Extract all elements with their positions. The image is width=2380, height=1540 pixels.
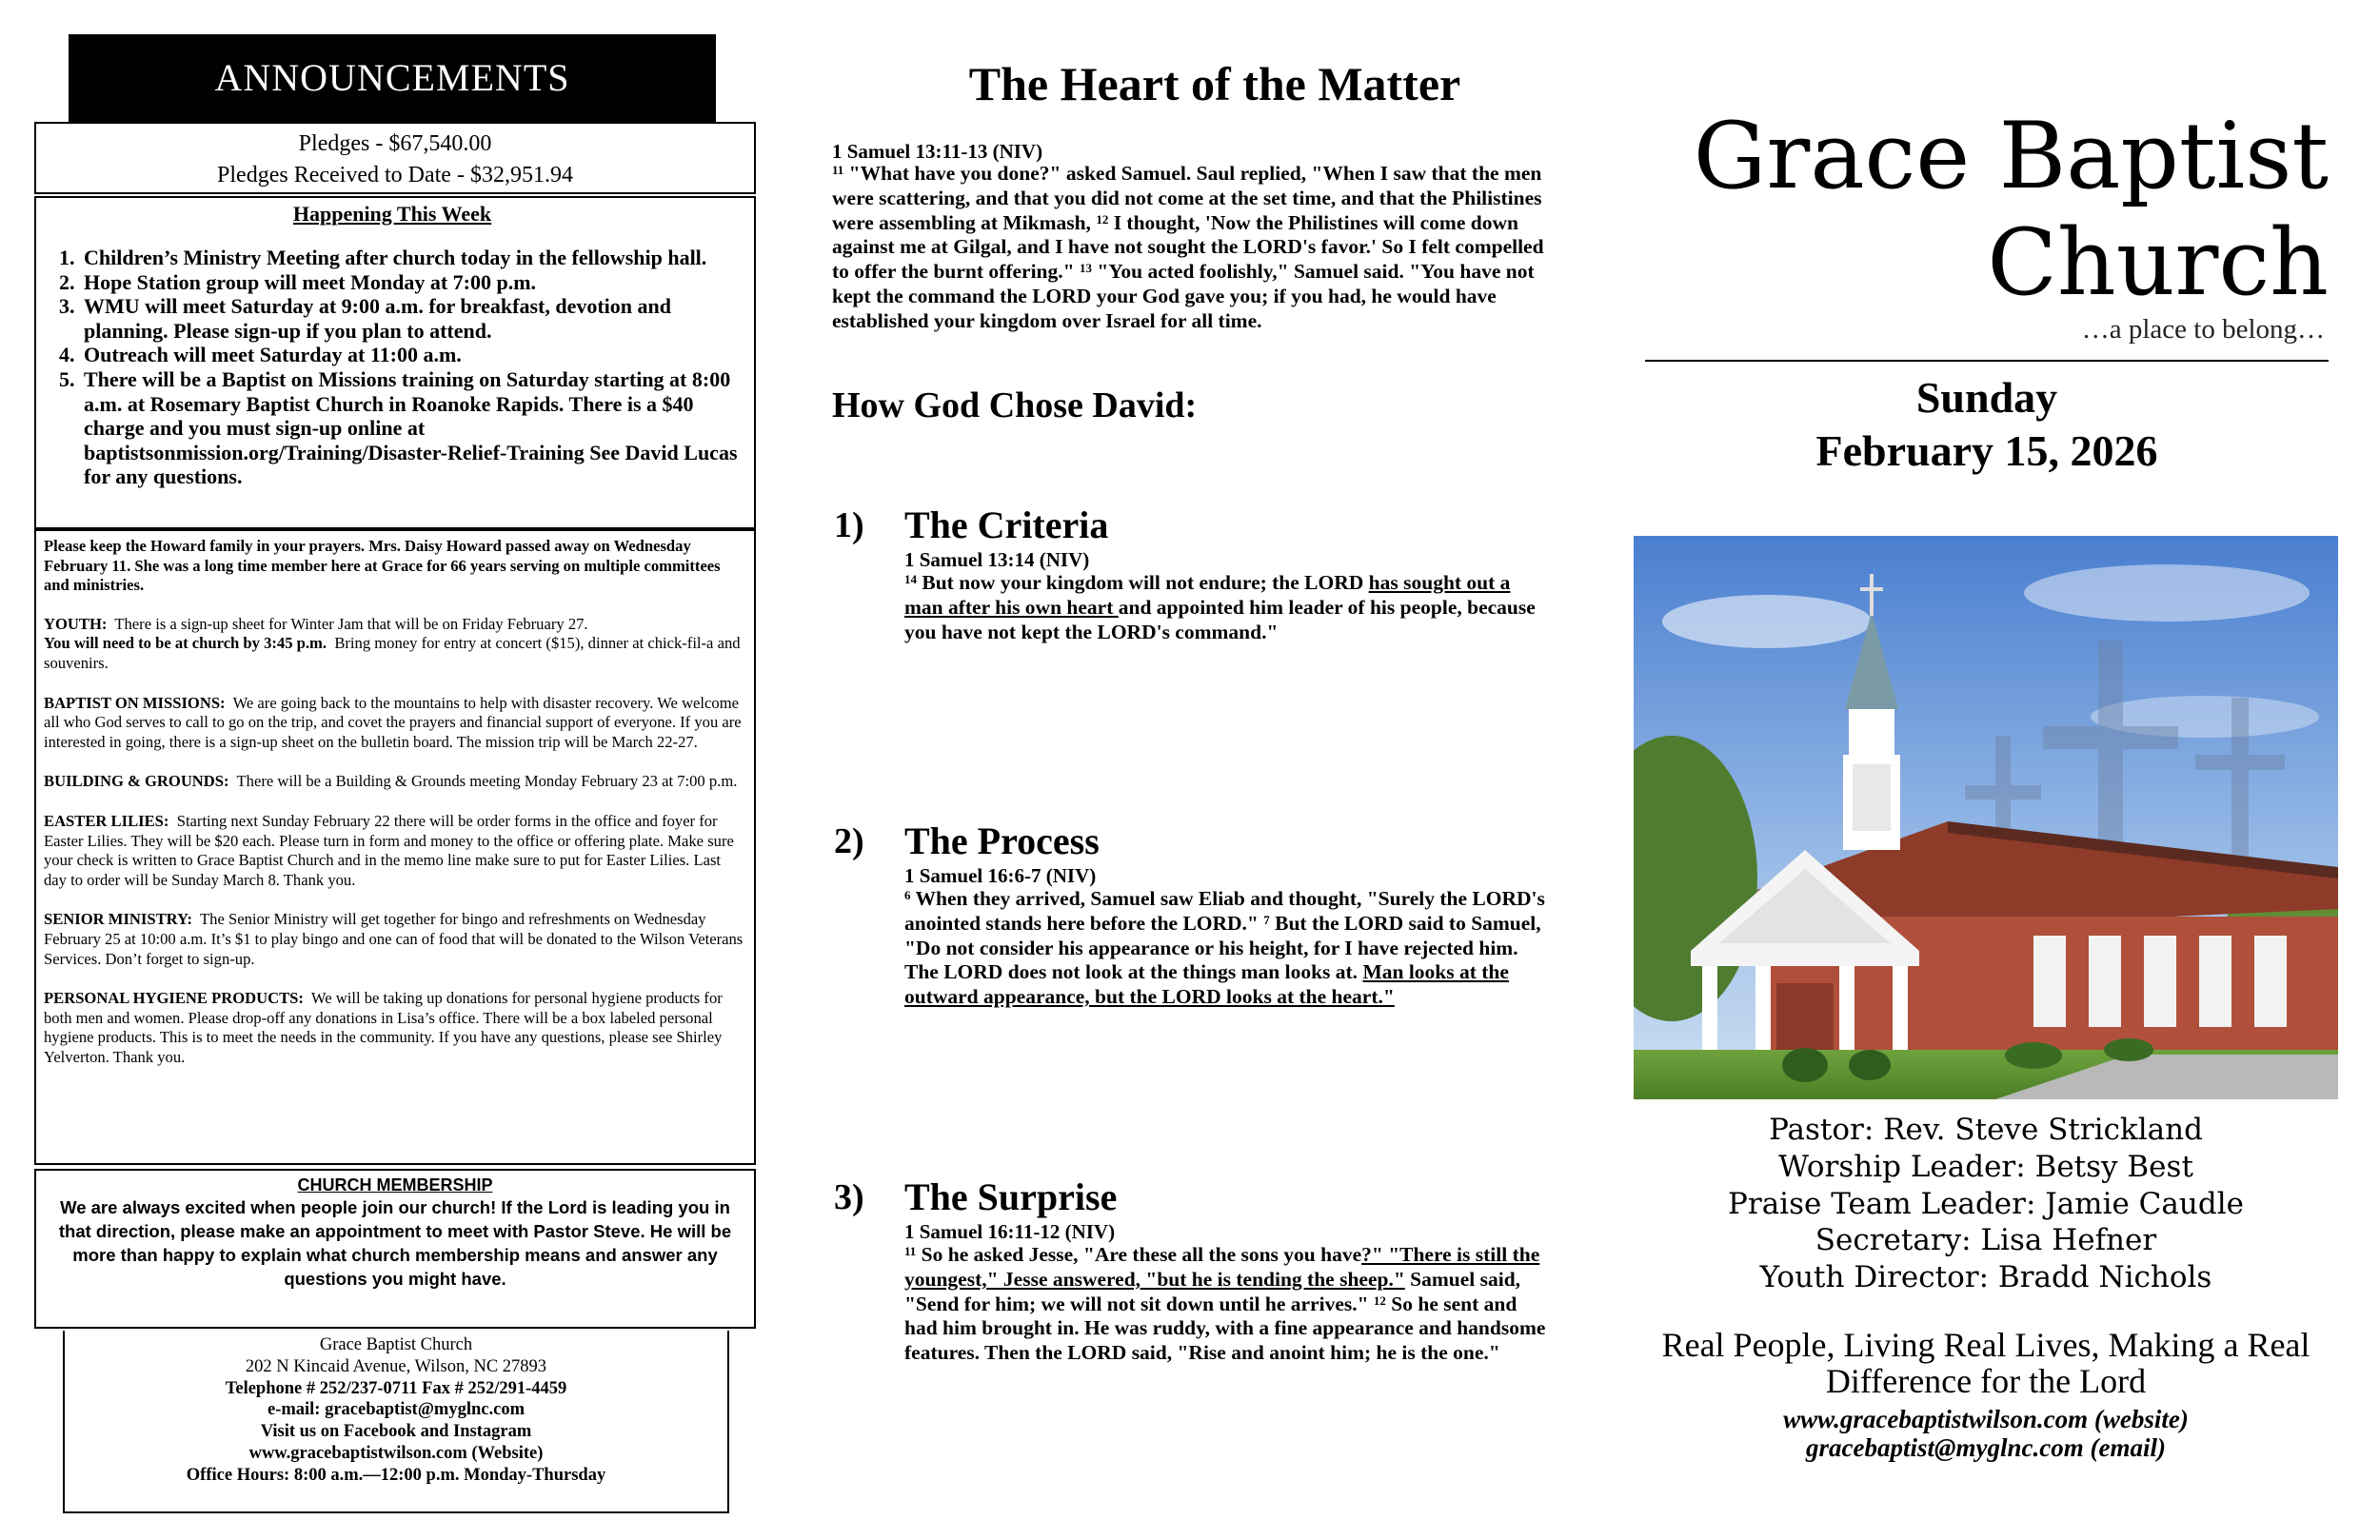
point-title: The Process — [904, 819, 1100, 862]
note-easter-lilies: EASTER LILIES: Starting next Sunday February 22 there will be order forms in the office and foyer for Easter Lilies. They will be $20 each. Please turn in form and money to the office or offering plate. Make sure your check is written to Grace Baptist Church and in the memo line make sure to put for Easter Lilies. Last day to order will be Sunday March 8. Thank you. — [44, 811, 734, 889]
membership-title: CHURCH MEMBERSHIP — [297, 1175, 493, 1194]
point-number: 3) — [834, 1177, 864, 1217]
footer-email: e-mail: gracebaptist@myglnc.com — [268, 1400, 525, 1420]
footer-hours: Office Hours: 8:00 a.m.—12:00 p.m. Monday-Thursday — [186, 1465, 606, 1485]
staff-youth-director: Youth Director: Bradd Nichols — [1759, 1260, 2212, 1295]
church-motto: Real People, Living Real Lives, Making a Real Difference for the Lord — [1661, 1326, 2311, 1400]
membership-text: We are always excited when people join our church! If the Lord is leading you in that direction, please make an appointment to meet with Pastor Steve. He will be more than happy to explain what church membership means and answer any questions you might have. — [58, 1197, 732, 1289]
intro-scripture-ref: 1 Samuel 13:11-13 (NIV) — [832, 140, 1043, 163]
announcements-header: ANNOUNCEMENTS — [69, 34, 716, 122]
point-process — [904, 819, 1552, 1010]
email-link[interactable]: gracebaptist@myglnc.com (email) — [1806, 1433, 2166, 1462]
pledges-total: Pledges - $67,540.00 — [298, 131, 492, 156]
happening-this-week-box — [34, 196, 756, 529]
happening-title: Happening This Week — [292, 202, 492, 226]
notes-box — [34, 529, 756, 1165]
sermon-subtitle: How God Chose David: — [832, 385, 1198, 425]
staff-list — [1634, 1112, 2338, 1296]
point-text: $^{11}$ So he asked Jesse, "Are these all the sons you have?" "There is still the youngest," Jesse answered, "but he is tending the sheep." Samuel said, "Send for him; we will not sit down until he arrives." $^{12}$ So he sent and had him brought in. He was ruddy, with a fine appearance and handsome features. Then the LORD said, "Rise and anoint him; he is the one." — [904, 1243, 1546, 1365]
point-number: 2) — [834, 821, 864, 861]
staff-worship-leader: Worship Leader: Betsy Best — [1778, 1149, 2193, 1184]
membership-box — [34, 1169, 756, 1329]
pledges-box — [34, 122, 756, 194]
point-text: $^6$ When they arrived, Samuel saw Eliab and thought, "Surely the LORD's anointed stands here before the LORD." $^7$ But the LORD said to Samuel, "Do not consider his appearance or his height, for I have rejected him. The LORD does not look at the things man looks at. Man looks at the outward appearance, but the LORD looks at the heart." — [904, 887, 1545, 1009]
note-youth: YOUTH: There is a sign-up sheet for Winter Jam that will be on Friday February 27. You will need to be at church by 3:45 p.m. Bring money for entry at concert ($15), dinner at chick-fil-a and souvenirs. — [44, 614, 741, 672]
list-item: 1. Children’s Ministry Meeting after church today in the fellowship hall. — [80, 246, 741, 270]
point-title: The Surprise — [904, 1175, 1118, 1218]
pledges-received: Pledges Received to Date - $32,951.94 — [217, 163, 573, 188]
list-item: 2. Hope Station group will meet Monday at 7:00 p.m. — [80, 270, 741, 295]
footer-address: 202 N Kincaid Avenue, Wilson, NC 27893 — [245, 1356, 547, 1376]
footer-website: www.gracebaptistwilson.com (Website) — [248, 1443, 544, 1463]
service-date — [1643, 371, 2330, 478]
contact-links — [1634, 1405, 2338, 1462]
staff-pastor: Pastor: Rev. Steve Strickland — [1769, 1113, 2203, 1147]
church-photo — [1634, 536, 2338, 1099]
list-item: 3. WMU will meet Saturday at 9:00 a.m. for breakfast, devotion and planning. Please sign-up if you plan to attend. — [80, 294, 741, 343]
service-day: Sunday — [1915, 373, 2058, 422]
note-missions: BAPTIST ON MISSIONS: We are going back to the mountains to help with disaster recovery. We welcome all who God serves to call to go on the trip, and covet the prayers and financial support of everyone. If you are interested in going, there is a sign-up sheet on the bulletin board. The mission trip will be March 22-27. — [44, 693, 742, 751]
footer-phone: Telephone # 252/237-0711 Fax # 252/291-4459 — [225, 1378, 567, 1398]
staff-praise-team-leader: Praise Team Leader: Jamie Caudle — [1728, 1186, 2244, 1221]
intro-scripture-text: $^{11}$ "What have you done?" asked Samuel. Saul replied, "When I saw that the men were scattering, and that you did not come at the set time, and that the Philistines were assembling at Mikmash, $^{12}$ I thought, 'Now the Philistines will come down against me at Gilgal, and I have not sought the LORD's favor.' So I felt compelled to offer the burnt offering." $^{13}$ "You acted foolishly," Samuel said. "You have not kept the command the LORD your God gave you; if you had, he would have established your kingdom over Israel for all time. — [832, 162, 1544, 332]
note-senior-ministry: SENIOR MINISTRY: The Senior Ministry will get together for bingo and refreshments on Wednesday February 25 at 10:00 a.m. It’s $1 to play bingo and one can of food that will be donated to the Wilson Veterans Services. Don’t forget to sign-up. — [44, 910, 744, 968]
list-item: 4. Outreach will meet Saturday at 11:00 a.m. — [80, 343, 741, 367]
point-ref: 1 Samuel 13:14 (NIV) — [904, 548, 1090, 571]
note-building: BUILDING & GROUNDS: There will be a Building & Grounds meeting Monday February 23 at 7:00 p.m. — [44, 772, 738, 791]
divider — [1645, 360, 2329, 362]
point-surprise — [904, 1175, 1552, 1366]
staff-secretary: Secretary: Lisa Hefner — [1815, 1223, 2157, 1258]
footer-church-name: Grace Baptist Church — [319, 1335, 473, 1354]
point-ref: 1 Samuel 16:6-7 (NIV) — [904, 864, 1097, 887]
happening-list — [44, 246, 741, 489]
prayer-note: Please keep the Howard family in your prayers. Mrs. Daisy Howard passed away on Wednesday February 11. She was a long time member here at Grace for 66 years serving on multiple committees and ministries. — [44, 537, 721, 595]
church-name: Grace Baptist Church — [1693, 103, 2329, 316]
church-tagline: …a place to belong… — [2081, 314, 2325, 345]
sermon-title: The Heart of the Matter — [968, 57, 1461, 110]
point-number: 1) — [834, 505, 864, 545]
point-title: The Criteria — [904, 503, 1109, 546]
point-ref: 1 Samuel 16:11-12 (NIV) — [904, 1220, 1116, 1243]
contact-footer — [63, 1331, 729, 1513]
website-link[interactable]: www.gracebaptistwilson.com (website) — [1783, 1405, 2189, 1433]
note-hygiene: PERSONAL HYGIENE PRODUCTS: We will be taking up donations for personal hygiene products for both men and women. Please drop-off any donations in Lisa’s office. There will be a box labeled personal hygiene products. This is to meet the needs in the community. If you have any questions, please see Shirley Yelverton. Thank you. — [44, 989, 723, 1066]
point-text: $^{14}$ But now your kingdom will not endure; the LORD has sought out a man after his own heart and appointed him leader of his people, because you have not kept the LORD's command." — [904, 571, 1536, 643]
point-criteria — [904, 503, 1552, 644]
list-item: 5. There will be a Baptist on Missions training on Saturday starting at 8:00 a.m. at Rosemary Baptist Church in Roanoke Rapids. There is a $40 charge and you must sign-up online at baptistsonmission.org/Training/Disaster-Relief-Training See David Lucas for any questions. — [80, 367, 741, 489]
footer-social: Visit us on Facebook and Instagram — [260, 1422, 532, 1442]
service-date-text: February 15, 2026 — [1815, 426, 2158, 475]
